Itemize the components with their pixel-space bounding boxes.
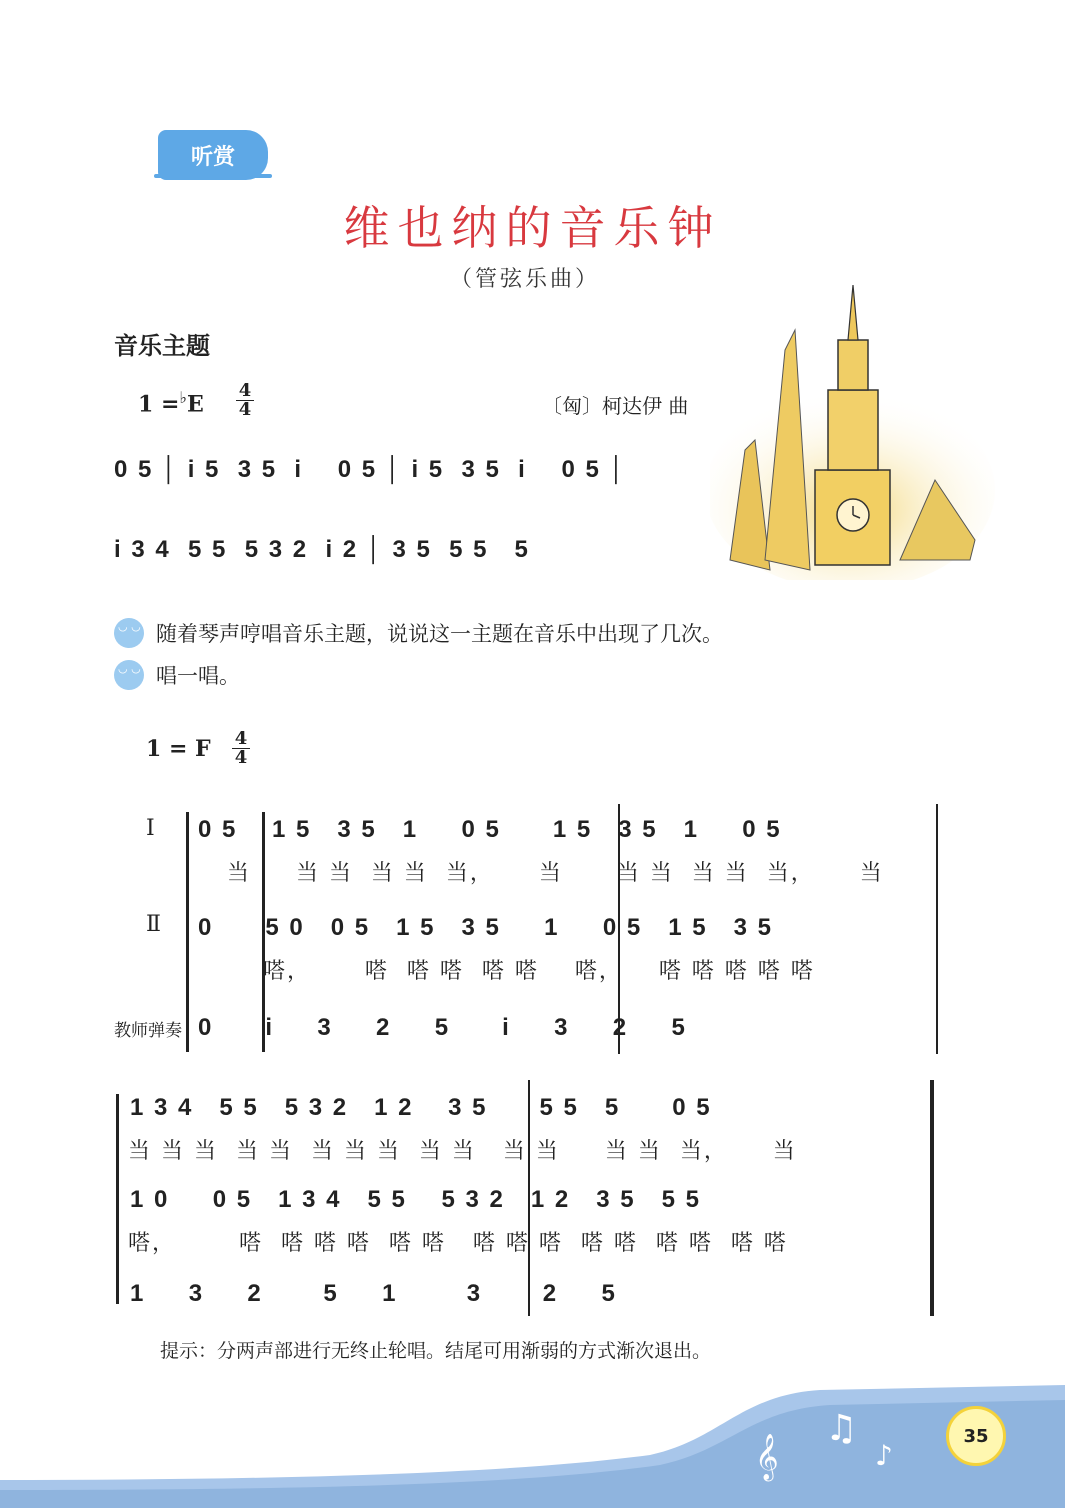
music-note-icon: ♪ [875,1439,893,1472]
sys1-part1-lyrics: 当 当 当 当 当 当， 当 当 当 当 当 当， 当 [200,861,884,886]
part-1-label: Ⅰ [146,816,155,841]
time-top: 4 [238,380,252,401]
system-bracket [116,1094,119,1304]
system-bracket [186,812,189,1052]
clock-tower-illustration [710,270,1000,580]
sys2-part1-lyrics: 当 当 当 当 当 当 当 当 当 当 当 当 当 当 当， 当 [128,1139,797,1164]
section-heading: 音乐主题 [114,332,210,360]
sys1-teacher-notes: 0 i 3 2 5 i 3 2 5 [198,1014,687,1041]
smile-icon [114,660,144,690]
theme-key [138,388,204,417]
repeat-end [930,1080,934,1316]
question-2: 唱一唱。 [156,664,240,688]
theme-line-2: i 3 4 5 5 5 3 2 i 2 │ 3 5 5 5 5 [114,536,530,563]
treble-clef-icon: 𝄞 [755,1434,779,1480]
theme-time-signature [236,382,254,419]
footer-wave [0,1385,1065,1508]
round-time-signature [232,730,250,767]
smile-icon [114,618,144,648]
page-subtitle: （管弦乐曲） [449,267,600,292]
time-top: 4 [234,728,248,749]
sys2-part1-notes: 1 3 4 5 5 5 3 2 1 2 3 5 5 5 5 0 5 [130,1094,712,1121]
page-number: 35 [946,1406,1006,1466]
music-note-icon: ♫ [825,1408,858,1449]
question-1: 随着琴声哼唱音乐主题，说说这一主题在音乐中出现了几次。 [156,622,723,646]
part-2-label: Ⅱ [146,912,161,937]
round-key: 1 = F [146,736,211,762]
page-title: 维也纳的音乐钟 [343,201,722,255]
theme-line-1: 0 5 │ i 5 3 5 i 0 5 │ i 5 3 5 i 0 5 │ [114,456,627,483]
time-bottom: 4 [234,747,248,768]
sys1-part2-notes: 0 5 0 0 5 1 5 3 5 1 0 5 1 5 3 5 [198,914,773,941]
time-bottom: 4 [238,399,252,420]
sys1-part1-notes: 0 5 1 5 3 5 1 0 5 1 5 3 5 1 0 5 [198,816,782,843]
composer-credit: 〔匈〕柯达伊 曲 [542,394,689,418]
flat-icon: ♭ [179,388,187,407]
theme-key-label: 1 = [138,391,180,418]
sys1-part2-lyrics: 嗒， 嗒 嗒 嗒 嗒 嗒 嗒， 嗒 嗒 嗒 嗒 嗒 [200,959,815,984]
badge-label: 听赏 [190,144,235,170]
tip-text: 提示：分两声部进行无终止轮唱。结尾可用渐弱的方式渐次退出。 [160,1340,712,1362]
sys2-part2-notes: 1 0 0 5 1 3 4 5 5 5 3 2 1 2 3 5 5 5 [130,1186,701,1213]
sys2-part2-lyrics: 嗒， 嗒 嗒 嗒 嗒 嗒 嗒 嗒 嗒 嗒 嗒 嗒 嗒 嗒 嗒 嗒 [128,1231,788,1256]
barline [936,804,938,1054]
sys2-teacher-notes: 1 3 2 5 1 3 2 5 [130,1280,617,1307]
section-badge [158,130,268,180]
teacher-label: 教师弹奏 [114,1021,182,1041]
theme-key-note: E [186,391,204,418]
